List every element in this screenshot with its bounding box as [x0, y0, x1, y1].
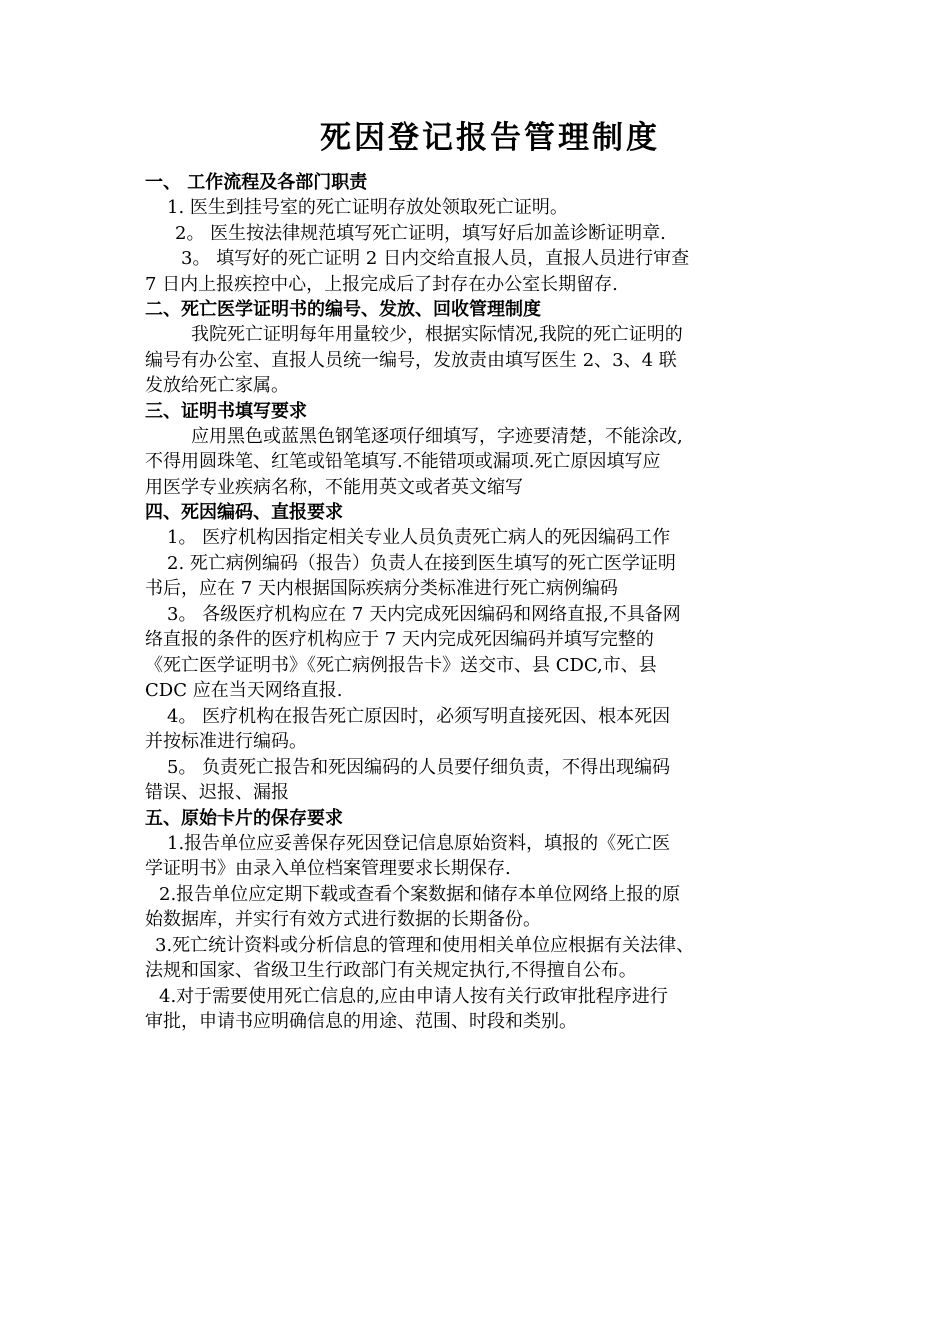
- document-title: 死因登记报告管理制度: [320, 120, 660, 156]
- section-heading: 二、死亡医学证明书的编号、发放、回收管理制度: [145, 299, 541, 320]
- paragraph-line: 《死亡医学证明书》《死亡病例报告卡》送交市、县 CDC,市、县: [145, 654, 657, 676]
- paragraph-line: 1。 医疗机构因指定相关专业人员负责死亡病人的死因编码工作: [167, 527, 671, 548]
- section-5: [145, 806, 825, 1035]
- paragraph-line: 用医学专业疾病名称，不能用英文或者英文缩写: [145, 476, 523, 498]
- paragraph-line: 3。 填写好的死亡证明 2 日内交给直报人员，直报人员进行审查: [181, 248, 690, 269]
- paragraph-line: 2. 死亡病例编码（报告）负责人在接到医生填写的死亡医学证明: [167, 552, 676, 574]
- paragraph-line: 并按标准进行编码。: [145, 731, 307, 752]
- paragraph-line: 3.死亡统计资料或分析信息的管理和使用相关单位应根据有关法律、: [155, 934, 695, 956]
- paragraph-line: 4。 医疗机构在报告死亡原因时，必须写明直接死因、根本死因: [167, 705, 671, 727]
- paragraph-line: 始数据库，并实行有效方式进行数据的长期备份。: [145, 909, 541, 930]
- paragraph-line: 不得用圆珠笔、红笔或铅笔填写.不能错项或漏项.死亡原因填写应: [145, 451, 661, 472]
- paragraph-line: 应用黑色或蓝黑色钢笔逐项仔细填写，字迹要清楚，不能涂改,: [191, 425, 683, 447]
- paragraph-line: 4.对于需要使用死亡信息的,应由申请人按有关行政审批程序进行: [159, 985, 668, 1007]
- section-3: [145, 399, 825, 501]
- paragraph-line: 2。 医生按法律规范填写死亡证明，填写好后加盖诊断证明章.: [175, 222, 666, 244]
- paragraph-line: 1. 医生到挂号室的死亡证明存放处领取死亡证明。: [167, 197, 568, 218]
- paragraph-line: 3。 各级医疗机构应在 7 天内完成死因编码和网络直报,不具备网: [167, 603, 681, 625]
- section-heading: 一、 工作流程及各部门职责: [145, 172, 368, 193]
- paragraph-line: 学证明书》由录入单位档案管理要求长期保存.: [145, 858, 511, 879]
- section-heading: 三、证明书填写要求: [145, 400, 307, 422]
- paragraph-line: 1.报告单位应妥善保存死因登记信息原始资料，填报的《死亡医: [167, 832, 671, 854]
- document-page: [145, 118, 825, 1035]
- paragraph-line: 编号有办公室、直报人员统一编号，发放责由填写医生 2、3、4 联: [145, 349, 677, 371]
- paragraph-line: 络直报的条件的医疗机构应于 7 天内完成死因编码并填写完整的: [145, 629, 654, 650]
- paragraph-line: 审批，申请书应明确信息的用途、范围、时段和类别。: [145, 1011, 577, 1032]
- paragraph-line: 法规和国家、省级卫生行政部门有关规定执行,不得擅自公布。: [145, 960, 637, 981]
- section-heading: 五、原始卡片的保存要求: [145, 807, 343, 829]
- paragraph-line: CDC 应在当天网络直报.: [145, 680, 343, 701]
- paragraph-line: 我院死亡证明每年用量较少，根据实际情况,我院的死亡证明的: [191, 324, 683, 345]
- paragraph-line: 书后，应在 7 天内根据国际疾病分类标准进行死亡病例编码: [145, 578, 618, 599]
- section-4: [145, 500, 825, 806]
- section-2: [145, 297, 825, 399]
- paragraph-line: 发放给死亡家属。: [145, 375, 289, 396]
- section-1: [145, 170, 825, 297]
- paragraph-line: 2.报告单位应定期下载或查看个案数据和储存本单位网络上报的原: [159, 883, 681, 905]
- paragraph-line: 错误、迟报、漏报: [145, 782, 289, 803]
- paragraph-line: 5。 负责死亡报告和死因编码的人员要仔细负责，不得出现编码: [167, 756, 671, 778]
- paragraph-line: 7 日内上报疾控中心，上报完成后了封存在办公室长期留存.: [145, 273, 618, 295]
- section-heading: 四、死因编码、直报要求: [145, 502, 343, 523]
